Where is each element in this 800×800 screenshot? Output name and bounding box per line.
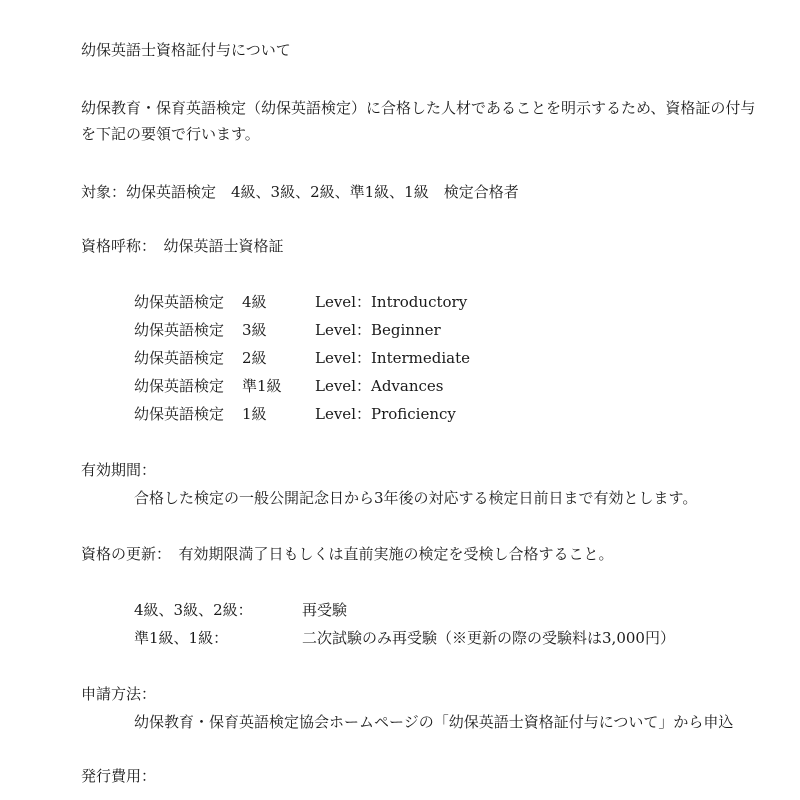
level-grade: 4級 [242,293,267,311]
target-line: 対象：幼保英語検定 4級、3級、2級、準1級、1級 検定合格者 [81,183,519,201]
level-label: Level：Introductory [315,293,468,311]
qualification-name-line: 資格呼称： 幼保英語士資格証 [81,237,284,255]
renewal-method: 二次試験のみ再受験（※更新の際の受験料は3,000円） [302,629,675,647]
level-label: Level：Advances [315,377,444,395]
level-grade: 1級 [242,405,267,423]
level-grade: 3級 [242,321,267,339]
level-exam: 幼保英語検定 [134,321,225,339]
fee-heading: 発行費用： [81,767,157,785]
level-exam: 幼保英語検定 [134,405,225,423]
renewal-grades: 4級、3級、2級： [134,601,253,619]
renewal-line: 資格の更新： 有効期限満了日もしくは直前実施の検定を受検し合格すること。 [81,545,614,563]
level-exam: 幼保英語検定 [134,377,225,395]
renewal-method: 再受験 [302,601,348,619]
level-exam: 幼保英語検定 [134,349,225,367]
level-grade: 準1級 [242,377,282,395]
level-label: Level：Proficiency [315,405,456,423]
level-exam: 幼保英語検定 [134,293,225,311]
document-title: 幼保英語士資格証付与について [81,41,291,59]
validity-text: 合格した検定の一般公開記念日から3年後の対応する検定日前日まで有効とします。 [134,489,698,507]
level-grade: 2級 [242,349,267,367]
intro-line-1: 幼保教育・保育英語検定（幼保英語検定）に合格した人材であることを明示するため、資格証の付与 [81,99,756,117]
renewal-grades: 準1級、1級： [134,629,229,647]
level-label: Level：Beginner [315,321,441,339]
intro-line-2: を下記の要領で行います。 [81,125,260,143]
validity-heading: 有効期間： [81,461,157,479]
level-label: Level：Intermediate [315,349,470,367]
application-heading: 申請方法： [81,685,157,703]
application-text: 幼保教育・保育英語検定協会ホームページの「幼保英語士資格証付与について」から申込 [134,713,734,731]
